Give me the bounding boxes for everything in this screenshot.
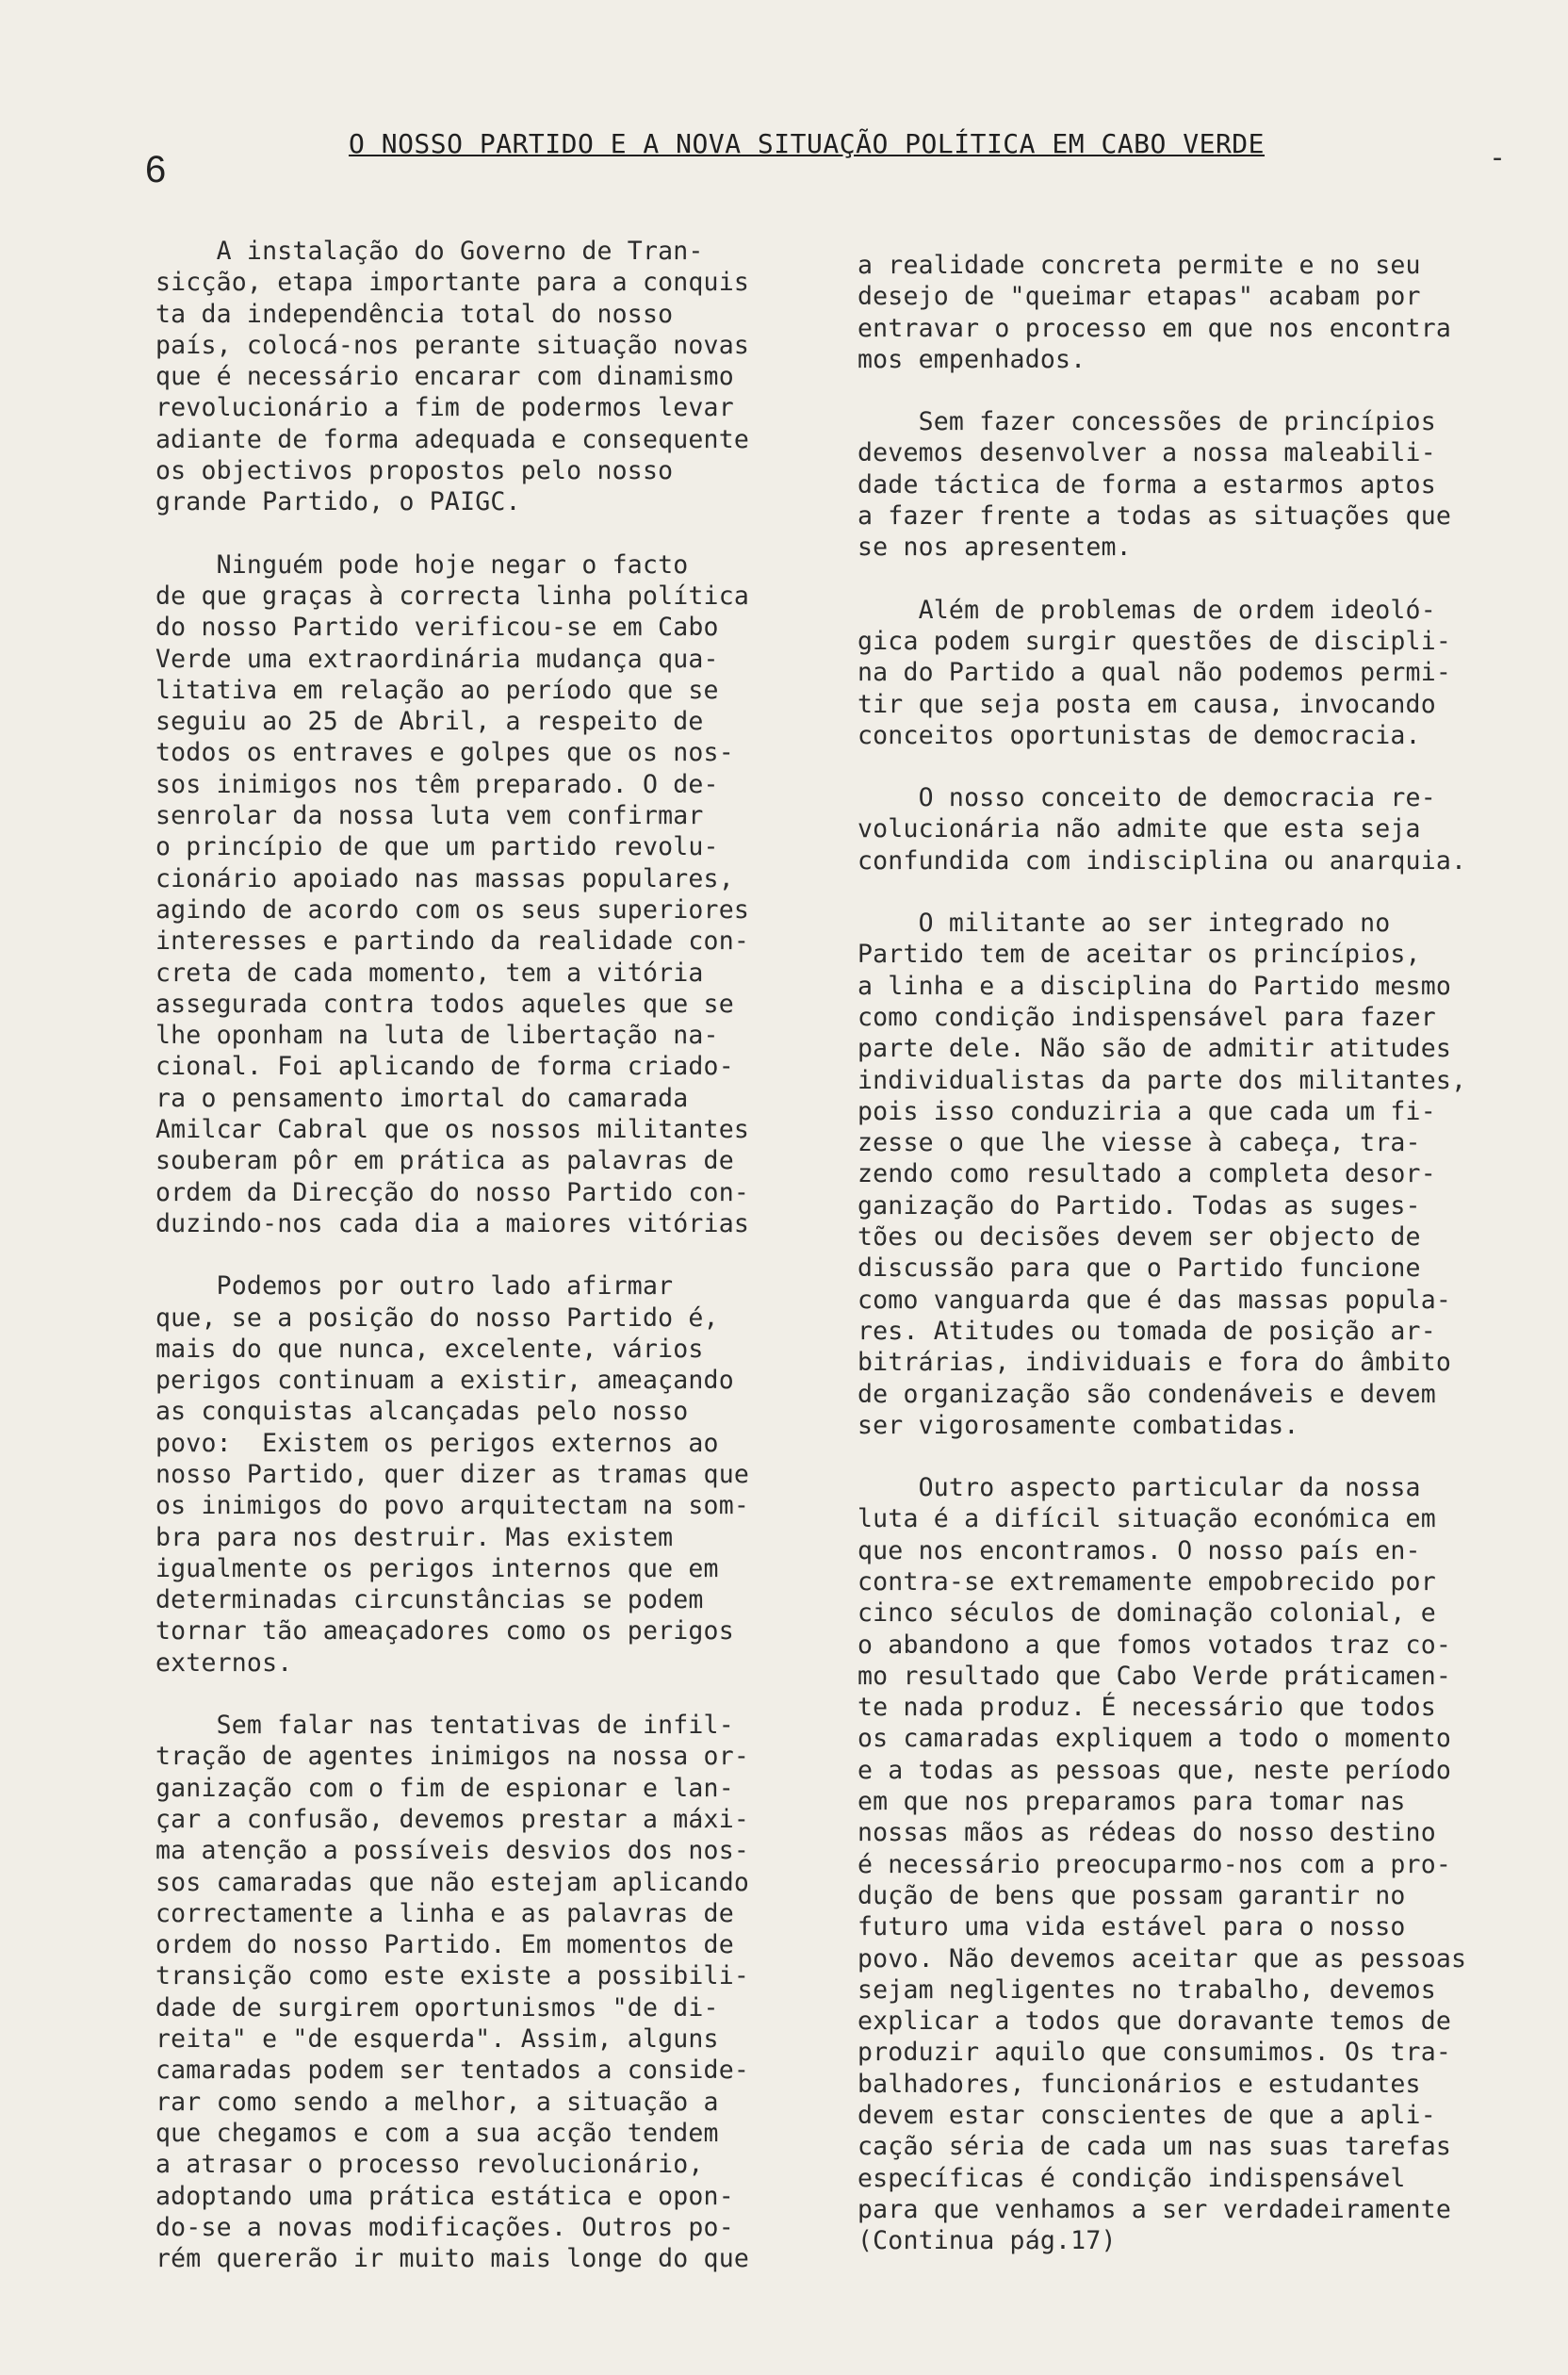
text-line: bra para nos destruir. Mas existem <box>155 1522 674 1552</box>
text-line: a realidade concreta permite e no seu <box>858 251 1421 280</box>
text-line: çar a confusão, devemos prestar a máxi- <box>155 1804 750 1834</box>
text-line: sos camaradas que não estejam aplicando <box>155 1867 750 1897</box>
paragraph <box>858 782 1536 876</box>
text-line: pois isso conduziria a que cada um fi- <box>858 1096 1436 1126</box>
text-line: povo. Não devemos aceitar que as pessoas <box>858 1943 1467 1974</box>
stray-mark: - <box>1489 141 1507 174</box>
text-line: explicar a todos que doravante temos de <box>858 2006 1452 2037</box>
text-line: ordem da Direcção do nosso Partido con- <box>155 1177 750 1207</box>
text-line: O nosso conceito de democracia re- <box>858 783 1436 813</box>
text-line: cional. Foi aplicando de forma criado- <box>155 1052 734 1082</box>
text-line: para que venhamos a ser verdadeiramente <box>858 2194 1452 2224</box>
text-line: a linha e a disciplina do Partido mesmo <box>858 971 1452 1001</box>
text-line: o abandono a que fomos votados traz co- <box>858 1630 1452 1660</box>
text-line: dução de bens que possam garantir no <box>858 1880 1406 1910</box>
text-line: grande Partido, o PAIGC. <box>155 487 521 517</box>
text-line: ordem do nosso Partido. Em momentos de <box>155 1930 734 1960</box>
text-line: discussão para que o Partido funcione <box>858 1253 1421 1284</box>
text-line: cionário apoiado nas massas populares, <box>155 863 734 893</box>
text-line: cação séria de cada um nas suas tarefas <box>858 2132 1452 2162</box>
paragraph <box>155 1270 829 1679</box>
text-line: igualmente os perigos internos que em <box>155 1553 719 1583</box>
text-line: Partido tem de aceitar os princípios, <box>858 940 1421 970</box>
text-line: seguiu ao 25 de Abril, a respeito de <box>155 707 704 737</box>
text-line: adoptando uma prática estática e opon- <box>155 2181 734 2211</box>
text-line: agindo de acordo com os seus superiores <box>155 894 750 925</box>
text-line: volucionária não admite que esta seja <box>858 814 1421 844</box>
text-line: entravar o processo em que nos encontra <box>858 313 1452 343</box>
text-line: devem estar conscientes de que a apli- <box>858 2101 1436 2131</box>
text-line: dade de surgirem oportunismos "de di- <box>155 1992 719 2023</box>
text-line: país, colocá-nos perante situação novas <box>155 330 750 360</box>
right-column <box>858 250 1536 2288</box>
text-line: zesse o que lhe viesse à cabeça, tra- <box>858 1128 1421 1158</box>
text-line: Sem fazer concessões de princípios <box>858 407 1436 437</box>
text-line: que chegamos e com a sua acção tendem <box>155 2118 719 2148</box>
text-line: as conquistas alcançadas pelo nosso <box>155 1397 689 1427</box>
text-line: parte dele. Não são de admitir atitudes <box>858 1034 1452 1064</box>
page-number: 6 <box>145 149 167 190</box>
left-column <box>155 236 829 2305</box>
text-line: que nos encontramos. O nosso país en- <box>858 1535 1421 1565</box>
text-line: luta é a difícil situação económica em <box>858 1504 1436 1534</box>
paragraph <box>155 1710 829 2274</box>
text-line: Outro aspecto particular da nossa <box>858 1473 1421 1503</box>
text-line: desejo de "queimar etapas" acabam por <box>858 282 1421 312</box>
text-line: a fazer frente a todas as situações que <box>858 501 1452 532</box>
text-line: é necessário preocuparmo-nos com a pro- <box>858 1849 1452 1879</box>
text-line: Amilcar Cabral que os nossos militantes <box>155 1115 750 1145</box>
text-line: os objectivos propostos pelo nosso <box>155 456 674 486</box>
paragraph <box>858 1472 1536 2256</box>
text-line: camaradas podem ser tentados a conside- <box>155 2056 750 2086</box>
text-line: sos inimigos nos têm preparado. O de- <box>155 769 719 799</box>
text-line: específicas é condição indispensável <box>858 2163 1406 2193</box>
text-line: e a todas as pessoas que, neste período <box>858 1755 1452 1785</box>
text-line: rar como sendo a melhor, a situação a <box>155 2087 719 2117</box>
paragraph <box>155 549 829 1240</box>
paragraph <box>155 236 829 518</box>
text-line: interesses e partindo da realidade con- <box>155 926 750 957</box>
text-line: ganização com o fim de espionar e lan- <box>155 1773 734 1803</box>
text-line: mais do que nunca, excelente, vários <box>155 1334 704 1364</box>
text-line: mos empenhados. <box>858 344 1086 374</box>
text-line: produzir aquilo que consumimos. Os tra- <box>858 2038 1452 2068</box>
text-line: perigos continuam a existir, ameaçando <box>155 1366 734 1396</box>
text-line: dade táctica de forma a estarmos aptos <box>858 469 1436 500</box>
paragraph <box>858 595 1536 751</box>
text-line: conceitos oportunistas de democracia. <box>858 720 1421 750</box>
text-line: confundida com indisciplina ou anarquia. <box>858 845 1467 876</box>
text-line: A instalação do Governo de Tran- <box>155 237 704 266</box>
text-line: nosso Partido, quer dizer as tramas que <box>155 1459 750 1489</box>
text-line: (Continua pág.17) <box>858 2226 1117 2256</box>
text-line: na do Partido a qual não podemos permi- <box>858 658 1452 688</box>
text-line: todos os entraves e golpes que os nos- <box>155 738 734 768</box>
text-line: externos. <box>155 1647 293 1678</box>
text-line: souberam pôr em prática as palavras de <box>155 1146 734 1176</box>
text-line: O militante ao ser integrado no <box>858 909 1391 939</box>
text-line: res. Atitudes ou tomada de posição ar- <box>858 1316 1436 1346</box>
text-line: de que graças à correcta linha política <box>155 581 750 611</box>
text-line: nossas mãos as rédeas do nosso destino <box>858 1818 1436 1848</box>
text-line: sejam negligentes no trabalho, devemos <box>858 1974 1436 2005</box>
article-title: O NOSSO PARTIDO E A NOVA SITUAÇÃO POLÍTICA EM CABO VERDE <box>349 128 1266 159</box>
text-line: em que nos preparamos para tomar nas <box>858 1787 1406 1817</box>
text-line: gica podem surgir questões de discipli- <box>858 626 1452 656</box>
text-line: como vanguarda que é das massas popula- <box>858 1285 1452 1315</box>
text-line: ganização do Partido. Todas as suges- <box>858 1190 1421 1220</box>
text-line: senrolar da nossa luta vem confirmar <box>155 801 704 831</box>
text-line: transição como este existe a possibili- <box>155 1961 750 1991</box>
text-line: te nada produz. É necessário que todos <box>858 1693 1436 1723</box>
text-line: contra-se extremamente empobrecido por <box>858 1566 1436 1597</box>
text-line: Além de problemas de ordem ideoló- <box>858 595 1436 625</box>
text-line: tões ou decisões devem ser objecto de <box>858 1222 1421 1253</box>
text-line: duzindo-nos cada dia a maiores vitórias <box>155 1208 750 1238</box>
paragraph <box>858 908 1536 1441</box>
text-line: o princípio de que um partido revolu- <box>155 832 719 862</box>
text-line: que, se a posição do nosso Partido é, <box>155 1302 719 1333</box>
text-line: tração de agentes inimigos na nossa or- <box>155 1742 750 1772</box>
text-line: os camaradas expliquem a todo o momento <box>858 1724 1452 1754</box>
text-line: revolucionário a fim de podermos levar <box>155 393 734 423</box>
text-line: zendo como resultado a completa desor- <box>858 1159 1436 1189</box>
text-line: Sem falar nas tentativas de infil- <box>155 1711 734 1741</box>
text-line: assegurada contra todos aqueles que se <box>155 989 734 1019</box>
text-line: reita" e "de esquerda". Assim, alguns <box>155 2024 719 2055</box>
text-line: ma atenção a possíveis desvios dos nos- <box>155 1836 750 1866</box>
text-line: litativa em relação ao período que se <box>155 675 719 705</box>
text-line: de organização são condenáveis e devem <box>858 1379 1436 1409</box>
text-line: ser vigorosamente combatidas. <box>858 1410 1299 1440</box>
text-line: cinco séculos de dominação colonial, e <box>858 1598 1436 1629</box>
text-line: determinadas circunstâncias se podem <box>155 1585 704 1615</box>
text-line: mo resultado que Cabo Verde práticamen- <box>858 1661 1452 1691</box>
text-line: Ninguém pode hoje negar o facto <box>155 549 689 580</box>
text-line: Verde uma extraordinária mudança qua- <box>155 644 719 674</box>
text-line: individualistas da parte dos militantes, <box>858 1065 1467 1095</box>
text-line: adiante de forma adequada e consequente <box>155 424 750 454</box>
text-line: se nos apresentem. <box>858 532 1132 563</box>
text-line: que é necessário encarar com dinamismo <box>155 362 734 392</box>
text-line: balhadores, funcionários e estudantes <box>858 2069 1421 2099</box>
text-line: Podemos por outro lado afirmar <box>155 1271 674 1302</box>
text-line: povo: Existem os perigos externos ao <box>155 1428 719 1458</box>
text-line: correctamente a linha e as palavras de <box>155 1898 734 1928</box>
text-line: lhe oponham na luta de libertação na- <box>155 1021 719 1051</box>
text-line: os inimigos do povo arquitectam na som- <box>155 1491 750 1521</box>
text-line: ta da independência total do nosso <box>155 299 674 329</box>
text-line: rém quererão ir muito mais longe do que <box>155 2244 750 2274</box>
text-line: tornar tão ameaçadores como os perigos <box>155 1616 734 1646</box>
text-line: tir que seja posta em causa, invocando <box>858 689 1436 719</box>
text-line: como condição indispensável para fazer <box>858 1002 1436 1032</box>
text-line: ra o pensamento imortal do camarada <box>155 1083 689 1113</box>
text-line: do-se a novas modificações. Outros po- <box>155 2212 734 2242</box>
paragraph <box>858 406 1536 563</box>
text-line: do nosso Partido verificou-se em Cabo <box>155 613 719 643</box>
text-line: devemos desenvolver a nossa maleabili- <box>858 438 1436 468</box>
text-line: a atrasar o processo revolucionário, <box>155 2150 704 2180</box>
paragraph <box>858 250 1536 375</box>
text-line: futuro uma vida estável para o nosso <box>858 1912 1406 1942</box>
text-line: creta de cada momento, tem a vitória <box>155 958 704 988</box>
text-line: sicção, etapa importante para a conquis <box>155 268 750 298</box>
text-line: bitrárias, individuais e fora do âmbito <box>858 1348 1452 1378</box>
